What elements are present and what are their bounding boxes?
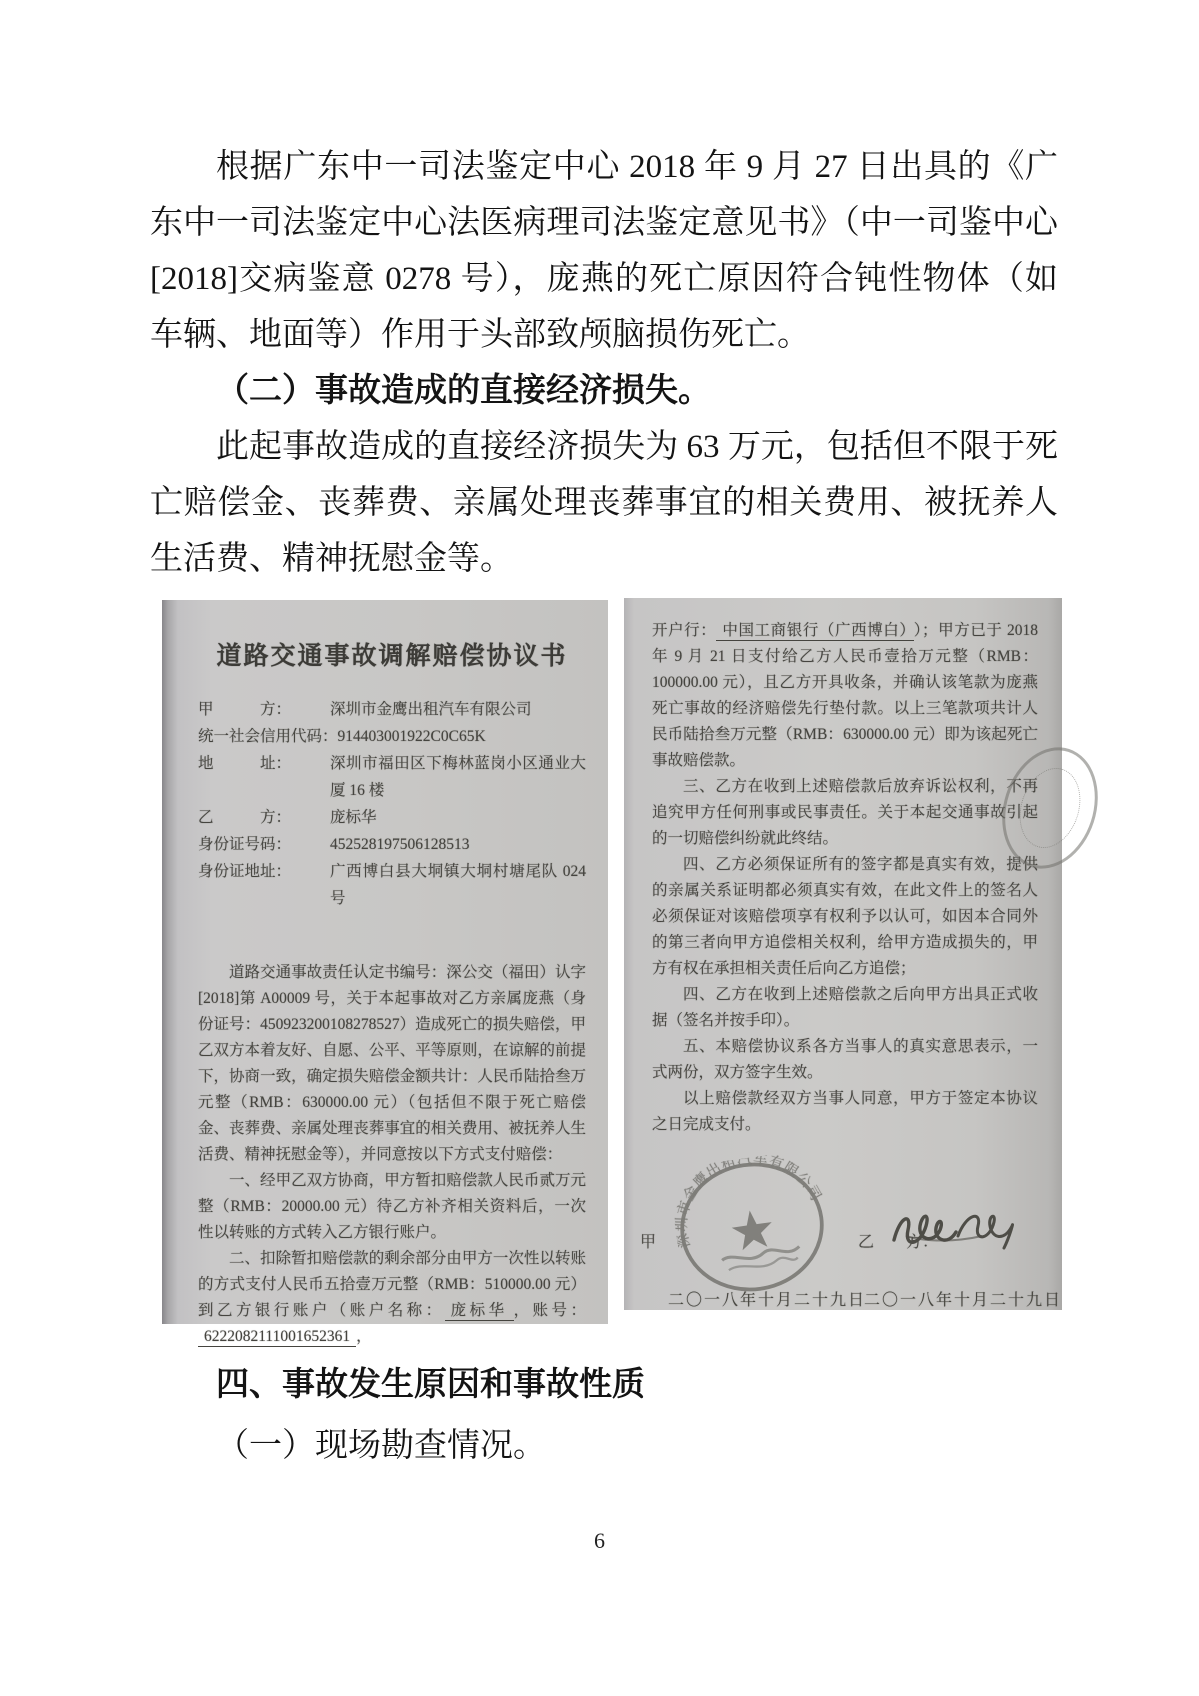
agreement-title: 道路交通事故调解赔偿协议书 [216,643,568,670]
sub-heading-site-survey: （一）现场勘查情况。 [216,1428,546,1464]
field-label: 甲 方： [198,701,292,718]
agreement-clause-1: 一、经甲乙双方协商，甲方暂扣赔偿款人民币贰万元整（RMB：20000.00 元）待乙方补齐相关资料后，一次性以转账的方式转入乙方银行账户。 [198,1172,586,1241]
party-a-sign-label: 甲 [640,1234,657,1251]
agreement-bank-line [652,618,1038,774]
party-b-date: 二〇一八年十月二十九日 [864,1292,1063,1309]
bank-line-rest: ）；甲方已于 2018 年 9 月 21 日支付给乙方人民币壹拾万元整（RMB：100000.00 元），且乙方开具收条，并确认该笔款为庞燕死亡事故的经济赔偿先行垫付款。以上三笔款项共计人民币陆拾叁万元整（RMB：630000.00 元）即为该起死亡事故赔偿款。 [652,622,1038,769]
field-value: 庞标华 [330,809,377,826]
field-value: 深圳市金鹰出租汽车有限公司 [330,701,532,718]
field-credit-code [198,723,586,750]
agreement-body-left [198,960,586,1350]
field-label: 统一社会信用代码： [198,728,338,745]
paragraph-economic-loss: 此起事故造成的直接经济损失为 63 万元，包括但不限于死亡赔偿金、丧葬费、亲属处理丧葬事宜的相关费用、被抚养人生活费、精神抚慰金等。 [150,429,1058,577]
bank-name: 中国工商银行（广西博白） [716,622,913,641]
agreement-clause-receipt: 四、乙方在收到上述赔偿款之后向甲方出具正式收据（签名并按手印）。 [652,986,1038,1029]
clause-2-text: 二、扣除暂扣赔偿款的剩余部分由甲方一次性以转账的方式支付人民币五拾壹万元整（RMB：510000.00 元）到乙方银行账户（账户名称： [198,1250,586,1319]
scan-right-content [624,598,1062,1138]
field-label: 身份证号码： [198,836,292,853]
agreement-clause-4: 四、乙方必须保证所有的签字都是真实有效，提供的亲属关系证明都必须真实有效，在此文件上的签名人必须保证对该赔偿项享有权利予以认可，如因本合同外的第三者向甲方追偿相关权利，给甲方造成损失的，甲方有权在承担相关责任后向乙方追偿； [652,856,1038,977]
company-seal-icon [667,1148,837,1306]
field-party-a [198,696,586,723]
seal-star-icon [730,1208,775,1252]
bank-label: 开户行： [652,622,717,639]
field-id-address [198,858,586,912]
body-text-block [150,139,1058,587]
paragraph-appraisal: 根据广东中一司法鉴定中心 2018 年 9 月 27 日出具的《广东中一司法鉴定中心法医病理司法鉴定意见书》（中一司鉴中心[2018]交病鉴意 0278 号），庞燕的死亡原因符合钝性物体（如车辆、地面等）作用于头部致颅脑损伤死亡。 [150,149,1058,353]
scan-left-content [162,600,608,1350]
agreement-paragraph-intro: 道路交通事故责任认定书编号：深公交（福田）认字[2018]第 A00009 号，关于本起事故对乙方亲属庞燕（身份证号：450923200108278527）造成死亡的损失赔偿，甲乙双方本着友好、自愿、公平、平等原则，在谅解的前提下，协商一致，确定损失赔偿金额共计：人民币陆拾叁万元整（RMB：630000.00 元）（包括但不限于死亡赔偿金、丧葬费、亲属处理丧葬事宜的相关费用、被抚养人生活费、精神抚慰金等），并同意按以下方式支付赔偿： [198,964,586,1163]
clause-2-text: ， [356,1328,372,1345]
field-value: 深圳市福田区下梅林蓝岗小区通业大厦 16 楼 [330,755,586,799]
party-b-sign-label: 乙 方： [858,1234,939,1251]
field-value: 914403001922C0C65K [337,728,486,745]
agreement-clause-5: 五、本赔偿协议系各方当事人的真实意思表示，一式两份，双方签字生效。 [652,1038,1038,1081]
field-label: 身份证地址： [198,863,292,880]
field-id-number [198,831,586,858]
field-label: 乙 方： [198,809,292,826]
page-number: 6 [594,1528,605,1553]
section-heading-cause: 四、事故发生原因和事故性质 [216,1365,645,1402]
agreement-parties-fields [198,696,586,912]
seal-text: 深圳市金鹰出租汽车有限公司 [674,1151,824,1250]
bank-account-number: 6222082111001652361 [198,1328,356,1347]
account-holder-name: 庞标华 [445,1302,514,1321]
scanned-agreement-page-2 [624,598,1062,1310]
clause-2-text: ，账号： [513,1302,586,1319]
field-label: 地 址： [198,755,292,772]
scanned-agreement-page-1 [162,600,608,1345]
party-a-date: 二〇一八年十月二十九日 [668,1292,867,1309]
field-value: 452528197506128513 [330,836,470,853]
party-b-signature [886,1196,1018,1262]
heading-economic-loss: （二）事故造成的直接经济损失。 [216,373,711,409]
agreement-closing: 以上赔偿款经双方当事人同意，甲方于签定本协议之日完成支付。 [652,1090,1038,1133]
field-address [198,750,586,804]
agreement-clause-3: 三、乙方在收到上述赔偿款后放弃诉讼权利，不再追究甲方任何刑事或民事责任。关于本起交通事故引起的一切赔偿纠纷就此终结。 [652,778,1038,847]
field-party-b [198,804,586,831]
agreement-clause-2 [198,1246,586,1350]
field-value: 广西博白县大垌镇大垌村塘尾队 024 号 [330,863,586,907]
